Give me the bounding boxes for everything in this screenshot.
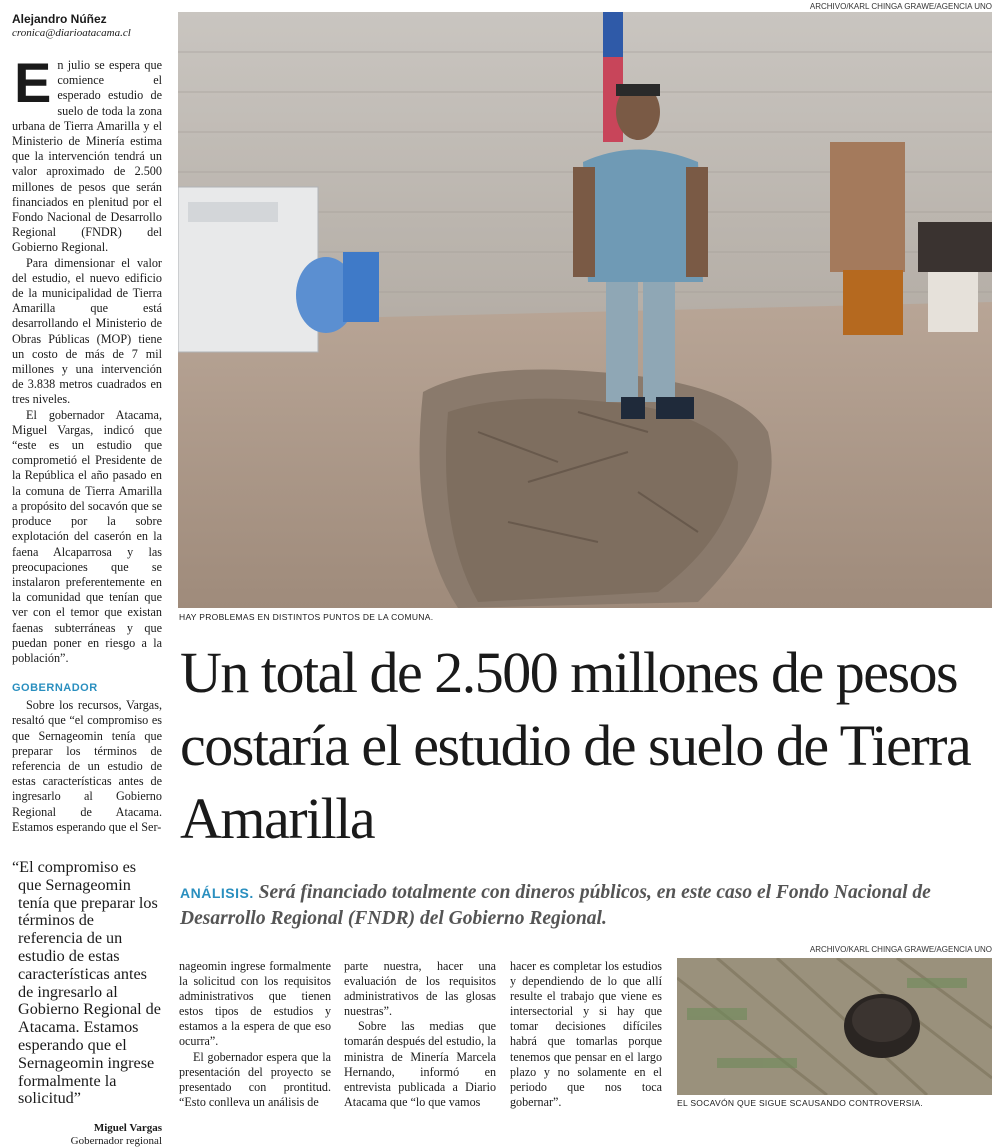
headline: Un total de 2.500 millones de pesos costaría el estudio de suelo de Tierra Amarilla (180, 640, 971, 851)
photo-caption: EL SOCAVÓN QUE SIGUE SCAUSANDO CONTROVERSIA. (677, 1098, 924, 1108)
bottom-column-2 (344, 959, 496, 1110)
body-paragraph: nageomin ingrese formalmente la solicitud con los requisitos administrativos que tienen estos tipos de estudios y estamos a la espera de que eso ocurra”. (179, 959, 331, 1049)
body-paragraph: Sobre las medias que tomarán después del estudio, la ministra de Minería Marcela Hernando, informó en entrevista publicada a Diario Atacama que “lo que vamos (344, 1019, 496, 1109)
author-email: cronica@diarioatacama.cl (12, 27, 131, 39)
author-name: Alejandro Núñez (12, 12, 107, 26)
quote-attribution (12, 1122, 162, 1148)
photo-caption: HAY PROBLEMAS EN DISTINTOS PUNTOS DE LA COMUNA. (179, 612, 434, 622)
deck-kicker: ANÁLISIS. (180, 885, 254, 901)
photo-credit: ARCHIVO/KARL CHINGA GRAWE/AGENCIA UNO (809, 2, 992, 11)
lead-paragraph (12, 51, 162, 256)
body-paragraph: hacer es completar los estudios y dependiendo de lo que allí resulte el trabajo que viene es intersectorial y si hay que tomar decisiones difíciles habrá que tomarlas porque tenemos que pensar en el largo plazo y no solamente en el periodo que nos toca gobernar”. (510, 959, 662, 1109)
body-paragraph: Sobre los recursos, Vargas, resaltó que “el compromiso es que Sernageomin tenía que preparar los términos de referencia de un estudio de estas características antes de ingresarlo al Gobierno Regional de Atacama. Estamos esperando que el Ser- (12, 698, 162, 834)
bottom-column-3 (510, 959, 662, 1110)
body-paragraph: El gobernador espera que la presentación del proyecto se presentado con prontitud. “Esto conlleva un análisis de (179, 1049, 331, 1109)
drop-cap: E (14, 51, 52, 114)
main-photo-illustration (178, 12, 992, 608)
photo-credit: ARCHIVO/KARL CHINGA GRAWE/AGENCIA UNO (809, 945, 992, 954)
section-subhead: GOBERNADOR (12, 682, 98, 695)
left-column (12, 12, 162, 1148)
pull-quote: “El compromiso es que Sernageomin tenía que preparar los términos de referencia de un estudio de estas características antes de ingresarlo al Gobierno Regional de Atacama. Estamos esperando que el Sernageomin ingrese formalmente la solicitud” (12, 857, 161, 1108)
body-paragraph: El gobernador Atacama, Miguel Vargas, indicó que “este es un estudio que comprometió el Presidente de la República el año pasado en la comuna de Tierra Amarilla a propósito del socavón que se produce por la sobre explotación del caserón en la faena Alcaparrosa y las preocupaciones que se instalaron preferentemente en la comunidad que tenían que ver con el temor que existan faenas subterráneas y que puedan poner en riesgo a la población”. (12, 407, 162, 665)
quote-name: Miguel Vargas (93, 1122, 162, 1135)
body-paragraph: parte nuestra, hacer una evaluación de los requisitos administrativos de las glosas nuestras”. (344, 959, 496, 1019)
small-photo (677, 958, 992, 1095)
deck-text: Será financiado totalmente con dineros públicos, en este caso el Fondo Nacional de Desarrollo Regional (FNDR) del Gobierno Regional. (180, 882, 931, 929)
deck (180, 880, 990, 932)
main-photo (178, 12, 992, 608)
body-paragraph: Para dimensionar el valor del estudio, el nuevo edificio de la municipalidad de Tierra Amarilla que está desarrollando el Ministerio de Obras Públicas (MOP) tiene un costo de más de 7 mil millones y una intervención de 3.838 metros cuadrados en tres niveles. (12, 255, 162, 407)
quote-role: Gobernador regional (70, 1135, 162, 1148)
bottom-column-1 (179, 959, 331, 1110)
lead-paragraph-text: n julio se espera que comience el esperado estudio de suelo de toda la zona urbana de Tierra Amarilla y el Ministerio de Minería estima que la intervención tendrá un valor aproximado de 2.500 millones de pesos que serán financiados en plenitud por el Fondo Nacional de Desarrollo Regional (FNDR) del Gobierno Regional. (12, 58, 162, 255)
small-photo-illustration (677, 958, 992, 1095)
